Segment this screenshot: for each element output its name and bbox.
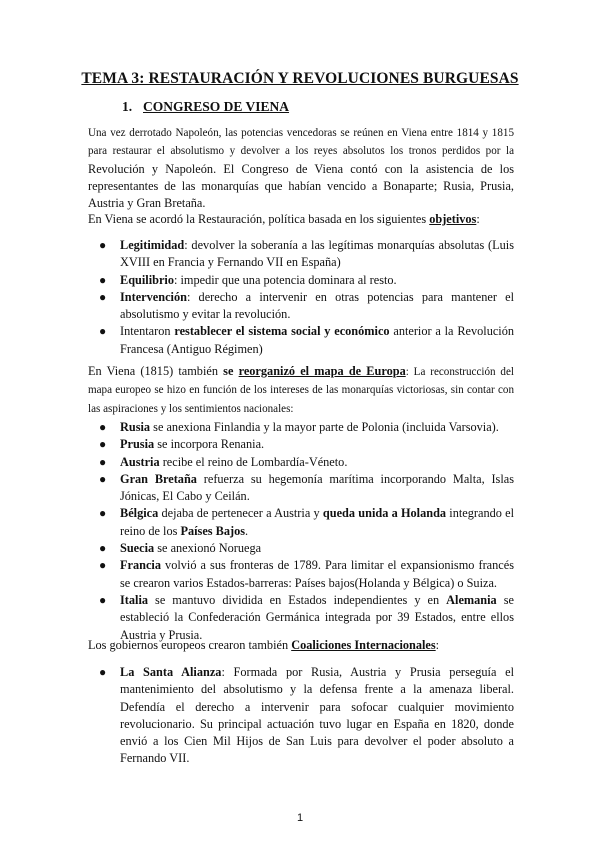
bullet-icon: ● bbox=[99, 437, 107, 452]
list-item bbox=[88, 454, 514, 471]
item-text: : impedir que una potencia dominara al resto. bbox=[174, 272, 397, 287]
item-text: recibe el reino de Lombardía-Véneto. bbox=[159, 454, 348, 469]
item-text: se mantuvo dividida en Estados independientes y en bbox=[148, 592, 447, 607]
item-bold: Equilibrio bbox=[120, 272, 174, 287]
item-text: dejaba de pertenecer a Austria y bbox=[158, 506, 323, 521]
item-bold-2: Alemania bbox=[446, 592, 497, 607]
bullet-icon: ● bbox=[99, 454, 107, 469]
item-bold: restablecer el sistema social y económico bbox=[174, 324, 390, 339]
restauracion-paragraph bbox=[88, 211, 514, 228]
intro-paragraph bbox=[88, 124, 514, 212]
item-bold-3: Países Bajos bbox=[180, 523, 246, 538]
bullet-icon: ● bbox=[99, 238, 107, 252]
item-bold: La Santa Alianza bbox=[120, 665, 222, 679]
bullet-icon: ● bbox=[99, 665, 107, 679]
bullet-icon: ● bbox=[99, 272, 107, 287]
mapa-bold-plain: se bbox=[223, 364, 239, 378]
item-bold: Legitimidad bbox=[120, 238, 185, 252]
paises-list bbox=[88, 419, 514, 644]
item-bold: Italia bbox=[120, 592, 149, 607]
objetivos-keyword: objetivos bbox=[429, 212, 477, 226]
bullet-icon: ● bbox=[99, 506, 107, 521]
page-title: TEMA 3: RESTAURACIÓN Y REVOLUCIONES BURGUESAS bbox=[81, 70, 519, 87]
section-heading bbox=[122, 99, 289, 115]
bullet-icon: ● bbox=[99, 558, 107, 573]
item-text: : Formada por Rusia, Austria y Prusia perseguía el mantenimiento del absolutismo y la defensa frente a la amenaza liberal. Defendía el derecho a intervenir para sofocar cualquier movimiento revolucionario. Su principal actuación tuvo lugar en España en 1820, donde envió a los Cien Mil Hijos de San Luis para devolver el poder absoluto a Fernando VII. bbox=[120, 665, 514, 766]
item-text: refuerza su hegemonía marítima incorporando Malta, Islas Jónicas, El Cabo y Ceilán. bbox=[120, 471, 514, 504]
list-item bbox=[88, 272, 514, 289]
bullet-icon: ● bbox=[99, 289, 107, 304]
list-item bbox=[88, 237, 514, 272]
item-text: se anexionó Noruega bbox=[154, 541, 262, 556]
coaliciones-keyword: Coaliciones Internacionales bbox=[291, 638, 436, 652]
item-bold: Bélgica bbox=[120, 506, 159, 521]
list-item bbox=[88, 419, 514, 436]
item-text-2: se estableció la Confederación Germánica integrada por 39 Estados, entre ellos Austria y Prusia. bbox=[120, 592, 514, 642]
list-item bbox=[88, 540, 514, 557]
item-text: volvió a sus fronteras de 1789. Para limitar el expansionismo francés se crearon varios Estados-barreras: Países bajos(Holanda y Bélgica) o Suiza. bbox=[120, 558, 514, 590]
item-text: se incorpora Renania. bbox=[154, 437, 265, 452]
item-text: : devolver la soberanía a las legítimas monarquías absolutas (Luis XVIII en Francia y Fernando VII en España) bbox=[120, 238, 514, 270]
item-bold-2: queda unida a Holanda bbox=[322, 506, 447, 521]
intro-text-small: Una vez derrotado Napoleón, las potencias vencedoras se reúnen en Viena entre 1814 y 1815 para restaurar el absolutismo y devolver a los reyes absolutos los tronos perdidos por la bbox=[88, 127, 514, 158]
coaliciones-after: : bbox=[435, 638, 440, 652]
mapa-before: En Viena (1815) también bbox=[88, 364, 224, 378]
objetivos-list bbox=[88, 237, 514, 358]
bullet-icon: ● bbox=[99, 420, 107, 434]
item-bold: Suecia bbox=[120, 541, 155, 556]
item-text-2: integrando el reino de los bbox=[120, 506, 515, 538]
restauracion-after: : bbox=[476, 212, 480, 226]
item-text: se anexiona Finlandia y la mayor parte de Polonia (incluida Varsovia). bbox=[150, 420, 499, 434]
item-text-3: . bbox=[245, 523, 249, 538]
item-pre: Intentaron bbox=[120, 324, 175, 339]
list-item bbox=[88, 664, 514, 768]
coaliciones-paragraph bbox=[88, 637, 514, 654]
section-heading-text: CONGRESO DE VIENA bbox=[143, 99, 290, 114]
item-bold: Austria bbox=[120, 454, 160, 469]
item-bold: Gran Bretaña bbox=[120, 471, 197, 486]
list-item bbox=[88, 505, 514, 540]
item-text: : derecho a intervenir en otras potencias para mantener el absolutismo y evitar la revolución. bbox=[120, 289, 514, 322]
item-bold: Intervención bbox=[120, 289, 187, 304]
mapa-keyword: reorganizó el mapa de Europa bbox=[238, 364, 406, 378]
coaliciones-before: Los gobiernos europeos crearon también bbox=[88, 638, 292, 652]
section-number: 1. bbox=[122, 99, 133, 114]
item-text: anterior a la Revolución Francesa (Antiguo Régimen) bbox=[120, 324, 515, 356]
bullet-icon: ● bbox=[99, 324, 107, 339]
mapa-after: : La reconstrucción del mapa europeo se hizo en función de los intereses de las monarquías victoriosas, sin contar con las aspiraciones y los sentimientos nacionales: bbox=[88, 366, 514, 415]
restauracion-before: En Viena se acordó la Restauración, política basada en los siguientes bbox=[88, 212, 430, 226]
list-item bbox=[88, 471, 514, 506]
bullet-icon: ● bbox=[99, 541, 107, 556]
bullet-icon: ● bbox=[99, 471, 107, 486]
mapa-paragraph bbox=[88, 363, 514, 418]
list-item bbox=[88, 436, 514, 453]
item-bold: Francia bbox=[120, 558, 161, 573]
page-number: 1 bbox=[296, 812, 304, 824]
list-item bbox=[88, 557, 514, 592]
item-bold: Prusia bbox=[120, 437, 155, 452]
intro-text: Revolución y Napoleón. El Congreso de Viena contó con la asistencia de los representantes de las monarquías que habían vencido a Bonaparte; Rusia, Prusia, Austria y Gran Bretaña. bbox=[88, 161, 514, 211]
alianzas-list bbox=[88, 664, 514, 768]
list-item bbox=[88, 289, 514, 324]
list-item bbox=[88, 323, 514, 358]
item-bold: Rusia bbox=[120, 420, 151, 434]
bullet-icon: ● bbox=[99, 592, 107, 607]
